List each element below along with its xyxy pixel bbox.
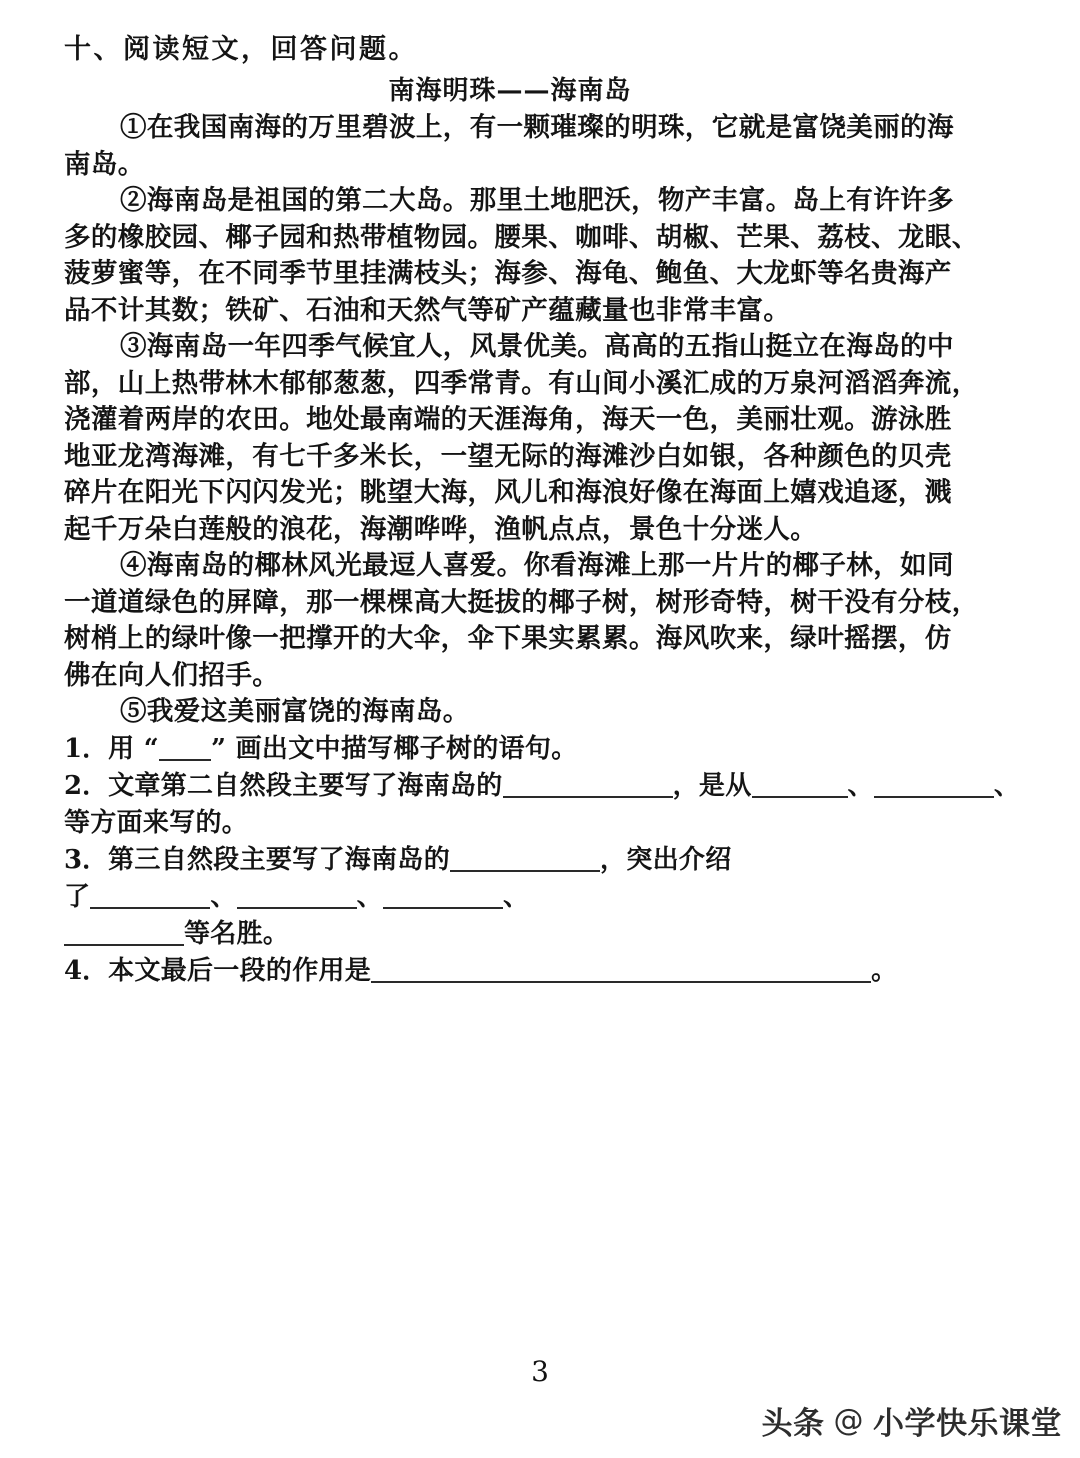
question-1 [64, 731, 1016, 768]
question-4-answer-blank[interactable] [371, 959, 871, 983]
paragraph-4-line-1 [64, 548, 1016, 585]
watermark-brand: 头条 [761, 1406, 825, 1442]
paragraph-2-text-1: ②海南岛是祖国的第二大岛。那里土地肥沃，物产丰富。岛上有许许多 [120, 185, 954, 216]
question-2-number: 2． [64, 770, 109, 801]
paragraph-1 [64, 110, 1016, 183]
question-1-text-a: 用 “ [108, 733, 160, 764]
section-heading: 十、阅读短文，回答问题。 [64, 34, 418, 65]
question-2-answer-blank-2[interactable] [752, 774, 848, 798]
question-3-answer-blank-5[interactable] [64, 922, 184, 946]
page-content [64, 30, 1021, 990]
paragraph-2-line-2: 多的橡胶园、椰子园和热带植物园。腰果、咖啡、胡椒、芒果、荔枝、龙眼、 [64, 221, 979, 253]
paragraph-5 [64, 694, 1016, 731]
question-1-answer-blank[interactable] [159, 737, 211, 761]
question-2-line-1 [64, 768, 1021, 805]
question-3-answer-blank-3[interactable] [237, 885, 357, 909]
question-3-answer-blank-1[interactable] [450, 848, 600, 872]
question-2-answer-blank-3[interactable] [874, 774, 994, 798]
question-1-text-b: ” 画出文中描写椰子树的语句。 [211, 733, 578, 764]
question-3-answer-blank-2[interactable] [90, 885, 210, 909]
paragraph-2 [64, 183, 1016, 329]
question-3-number: 3． [64, 844, 109, 875]
question-2-text-b: ，是从 [672, 770, 752, 801]
question-3-text-b: ，突出介绍 [600, 844, 732, 875]
question-3-answer-blank-4[interactable] [383, 885, 503, 909]
question-2-text-a: 文章第二自然段主要写了海南岛的 [108, 770, 503, 801]
article-title: 南海明珠——海南岛 [388, 76, 632, 106]
question-2-answer-blank-1[interactable] [503, 774, 673, 798]
paragraph-3-line-3: 浇灌着两岸的农田。地处最南端的天涯海角，海天一色，美丽壮观。游泳胜 [64, 404, 952, 435]
question-3-line-3 [64, 916, 1016, 953]
paragraph-2-line-1 [64, 183, 1016, 220]
page-number: 3 [531, 1355, 549, 1388]
question-4-text-a: 本文最后一段的作用是 [108, 955, 372, 986]
paragraph-1-line-2: 南岛。 [64, 148, 145, 180]
question-4 [64, 953, 1016, 990]
paragraph-2-line-3: 菠萝蜜等，在不同季节里挂满枝头；海参、海龟、鲍鱼、大龙虾等名贵海产 [64, 258, 952, 289]
watermark-at-symbol: @ [833, 1403, 864, 1438]
question-4-text-b: 。 [871, 955, 898, 986]
paragraph-3-line-1 [64, 329, 1016, 366]
paragraph-4-line-3: 树梢上的绿叶像一把撑开的大伞，伞下果实累累。海风吹来，绿叶摇摆，仿 [64, 623, 952, 654]
paragraph-3-line-6: 起千万朵白莲般的浪花，海潮哗哗，渔帆点点，景色十分迷人。 [64, 513, 818, 545]
question-3-text-c: 了 [64, 881, 91, 912]
paragraph-5-text-1: ⑤我爱这美丽富饶的海南岛。 [120, 696, 470, 727]
question-3-line-1 [64, 842, 1016, 879]
paragraph-4-text-1: ④海南岛的椰林风光最逗人喜爱。你看海滩上那一片片的椰子林，如同 [120, 550, 954, 581]
paragraph-4 [64, 548, 1016, 694]
paragraph-4-line-4: 佛在向人们招手。 [64, 659, 280, 691]
question-3-sep-1: 、 [210, 881, 237, 912]
paragraph-3-line-4: 地亚龙湾海滩，有七千多米长，一望无际的海滩沙白如银，各种颜色的贝壳 [64, 440, 952, 472]
paragraph-1-text-1: ①在我国南海的万里碧波上，有一颗璀璨的明珠，它就是富饶美丽的海 [120, 112, 954, 143]
paragraph-3-text-1: ③海南岛一年四季气候宜人，风景优美。高高的五指山挺立在海岛的中 [120, 331, 954, 362]
paragraph-3-line-5: 碎片在阳光下闪闪发光；眺望大海，风儿和海浪好像在海面上嬉戏追逐，溅 [64, 477, 952, 508]
watermark-account-name: 小学快乐课堂 [873, 1406, 1062, 1442]
paragraph-3 [64, 329, 1016, 548]
paragraph-1-line-1 [64, 110, 1016, 147]
question-2-text-c: 、 [847, 770, 874, 801]
question-3-line-2 [64, 879, 1016, 916]
question-4-number: 4． [64, 955, 109, 986]
question-1-number: 1． [64, 733, 109, 764]
paragraph-5-line-1 [64, 694, 1016, 731]
paragraph-3-line-2: 部，山上热带林木郁郁葱葱，四季常青。有山间小溪汇成的万泉河滔滔奔流， [64, 367, 979, 399]
question-3-text-a: 第三自然段主要写了海南岛的 [108, 844, 450, 875]
paragraph-4-line-2: 一道道绿色的屏障，那一棵棵高大挺拔的椰子树，树形奇特，树干没有分枝， [64, 586, 979, 618]
question-3-sep-2: 、 [356, 881, 383, 912]
paragraph-2-line-4: 品不计其数；铁矿、石油和天然气等矿产蕴藏量也非常丰富。 [64, 294, 791, 326]
watermark [762, 1398, 1063, 1443]
question-2-line-2: 等方面来写的。 [64, 807, 249, 838]
question-3-text-d: 等名胜。 [184, 918, 290, 949]
question-3-sep-3: 、 [502, 881, 530, 912]
question-2-text-d: 、 [993, 770, 1021, 801]
